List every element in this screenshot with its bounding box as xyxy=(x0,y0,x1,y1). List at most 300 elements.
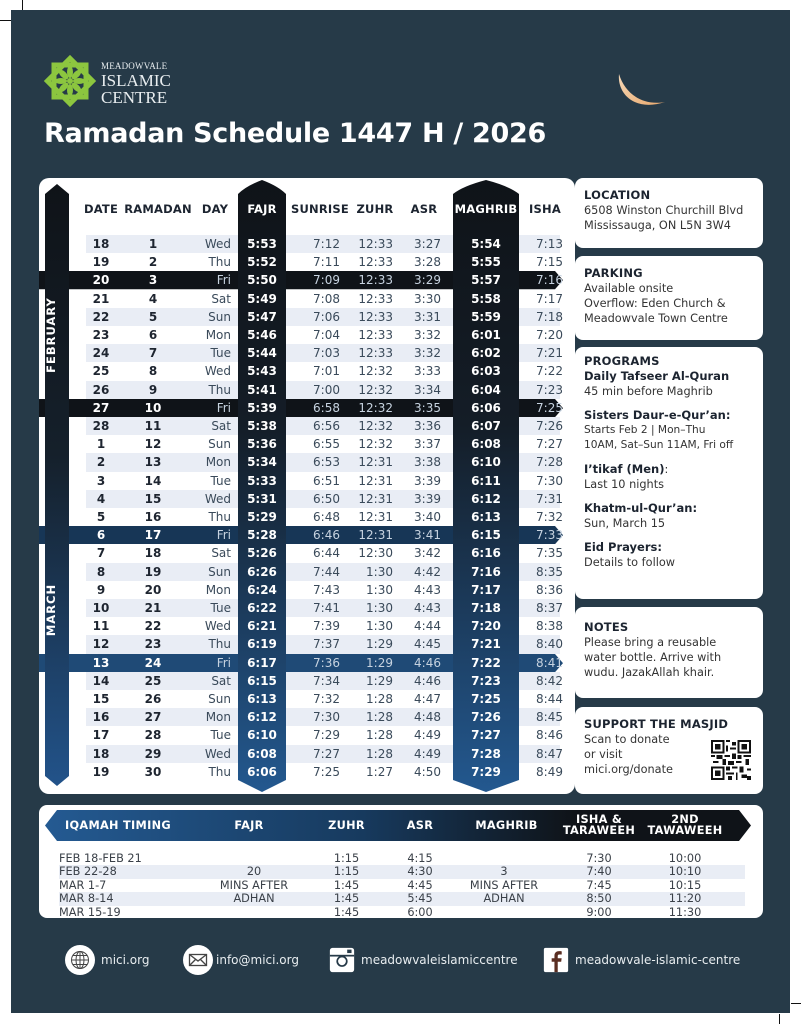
cell-day: Sat xyxy=(211,673,231,688)
support-card xyxy=(575,707,763,794)
cell-sunrise: 7:06 xyxy=(313,309,340,324)
table-row-friday xyxy=(39,526,575,544)
table-row xyxy=(39,708,575,726)
table-row xyxy=(39,581,575,599)
cell-sunrise: 7:43 xyxy=(313,582,340,597)
program-name: I’tikaf (Men) xyxy=(584,462,665,476)
cell-day: Wed xyxy=(204,491,231,506)
logo-wordmark xyxy=(101,62,171,106)
parking-line2: Overflow: Eden Church & xyxy=(584,297,726,310)
table-row xyxy=(39,599,575,617)
cell-ramadan: 14 xyxy=(144,473,162,488)
cell-sunrise: 7:30 xyxy=(313,710,340,725)
maghrib-iqamah-note: MINS AFTER xyxy=(469,878,539,892)
cell-fajr: 5:36 xyxy=(247,437,277,452)
cell-sunrise: 7:36 xyxy=(313,655,340,670)
crop-mark xyxy=(22,0,23,10)
cell-day: Wed xyxy=(204,619,231,634)
program-item xyxy=(584,369,754,399)
cell-ramadan: 3 xyxy=(148,273,158,288)
iqamah-cell-zuhr: 1:15 xyxy=(333,851,360,865)
iqamah-cell-isha: 9:00 xyxy=(586,905,612,918)
program-name-suffix: : xyxy=(664,463,669,476)
cell-isha: 7:16 xyxy=(536,273,563,288)
cell-zuhr: 12:33 xyxy=(358,273,393,288)
table-row xyxy=(39,635,575,653)
cell-asr: 3:33 xyxy=(414,364,441,379)
cell-maghrib: 6:01 xyxy=(471,328,501,342)
table-row xyxy=(39,617,575,635)
cell-zuhr: 1:28 xyxy=(366,728,393,743)
footer-website[interactable] xyxy=(65,940,149,980)
cell-sunrise: 7:08 xyxy=(313,291,340,306)
cell-sunrise: 7:03 xyxy=(313,346,340,361)
cell-sunrise: 6:46 xyxy=(313,528,340,543)
cell-fajr: 5:28 xyxy=(247,528,277,543)
cell-date: 23 xyxy=(92,328,110,342)
cell-day: Sat xyxy=(211,291,231,306)
cell-isha: 8:35 xyxy=(536,564,563,579)
iqamah-cell-isha: 7:30 xyxy=(586,851,612,865)
cell-isha: 7:33 xyxy=(536,528,563,543)
cell-asr: 3:28 xyxy=(414,255,441,270)
table-row xyxy=(39,435,575,453)
table-row xyxy=(39,381,575,399)
cell-day: Sat xyxy=(211,419,231,433)
cell-asr: 4:49 xyxy=(414,746,441,761)
cell-fajr: 6:12 xyxy=(247,710,277,725)
cell-day: Mon xyxy=(205,328,231,342)
program-detail: Starts Feb 2 | Mon–Thu xyxy=(584,424,706,436)
iqamah-header-second-line2: TAWAWEEH xyxy=(647,824,723,837)
crescent-moon-icon xyxy=(615,72,675,116)
program-detail: Last 10 nights xyxy=(584,478,665,491)
cell-day: Sun xyxy=(208,437,231,452)
cell-asr: 3:39 xyxy=(414,491,441,506)
cell-asr: 3:32 xyxy=(414,346,441,361)
table-row xyxy=(39,453,575,471)
cell-ramadan: 19 xyxy=(144,564,162,579)
iqamah-row xyxy=(59,865,745,879)
cell-date: 2 xyxy=(96,455,106,470)
cell-date: 28 xyxy=(92,419,110,433)
cell-maghrib: 7:26 xyxy=(471,710,501,725)
header-isha: ISHA xyxy=(529,202,561,216)
iqamah-timing-table xyxy=(39,805,763,918)
cell-date: 19 xyxy=(92,255,110,270)
fajr-iqamah-note: ADHAN xyxy=(233,892,275,905)
cell-date: 1 xyxy=(96,437,106,452)
cell-day: Sun xyxy=(208,309,231,324)
donate-link[interactable]: mici.org/donate xyxy=(584,763,673,776)
cell-isha: 8:37 xyxy=(536,601,563,615)
table-row xyxy=(39,472,575,490)
iqamah-cell-range: MAR 15-19 xyxy=(59,905,121,918)
cell-fajr: 5:33 xyxy=(247,473,277,488)
iqamah-cell-asr: 4:30 xyxy=(407,865,433,878)
cell-date: 18 xyxy=(92,237,110,251)
table-row xyxy=(39,344,575,362)
cell-isha: 7:28 xyxy=(536,455,563,470)
cell-asr: 3:41 xyxy=(414,528,441,543)
cell-maghrib: 7:22 xyxy=(471,655,501,670)
cell-sunrise: 6:56 xyxy=(313,419,340,433)
month-label-february: FEBRUARY xyxy=(44,297,58,373)
month-label-march: MARCH xyxy=(44,583,58,637)
facebook-handle[interactable]: meadowvale-islamic-centre xyxy=(575,953,741,967)
footer-email[interactable] xyxy=(183,940,299,980)
cell-day: Thu xyxy=(208,382,231,397)
parking-line1: Available onsite xyxy=(584,282,674,295)
program-item xyxy=(584,540,754,570)
cell-date: 4 xyxy=(96,491,106,506)
cell-maghrib: 7:29 xyxy=(471,764,501,779)
iqamah-cell-zuhr: 1:45 xyxy=(333,878,360,892)
iqamah-header-isha-line1: ISHA & xyxy=(575,813,623,826)
cell-maghrib: 7:20 xyxy=(471,619,501,634)
iqamah-header-second-line1: 2ND xyxy=(671,813,699,826)
iqamah-cell-isha: 8:50 xyxy=(586,892,612,905)
cell-ramadan: 22 xyxy=(144,619,162,634)
table-row xyxy=(39,745,575,763)
iqamah-cell-zuhr: 1:45 xyxy=(333,892,360,905)
program-name: Daily Tafseer Al-Quran xyxy=(584,369,730,383)
cell-maghrib: 6:07 xyxy=(471,419,501,433)
cell-sunrise: 7:29 xyxy=(313,728,340,743)
cell-day: Wed xyxy=(204,364,231,379)
iqamah-cell-second: 10:10 xyxy=(668,865,702,878)
cell-ramadan: 29 xyxy=(144,746,162,761)
cell-maghrib: 6:15 xyxy=(471,528,501,543)
crop-mark xyxy=(791,1003,801,1004)
cell-maghrib: 6:16 xyxy=(471,546,501,561)
iqamah-cell-second: 10:15 xyxy=(668,878,702,892)
cell-asr: 3:40 xyxy=(414,510,441,524)
cell-fajr: 5:41 xyxy=(247,382,277,397)
programs-title: PROGRAMS xyxy=(584,354,660,368)
cell-isha: 8:49 xyxy=(536,764,563,779)
cell-zuhr: 12:32 xyxy=(358,437,393,452)
notes-line3: wudu. JazakAllah khair. xyxy=(584,666,715,679)
cell-zuhr: 1:29 xyxy=(366,637,393,652)
table-row-friday xyxy=(39,654,575,672)
table-row xyxy=(39,308,575,326)
cell-maghrib: 5:57 xyxy=(471,273,501,288)
cell-asr: 3:39 xyxy=(414,473,441,488)
header-day: DAY xyxy=(201,202,229,216)
cell-asr: 3:34 xyxy=(414,382,441,397)
cell-zuhr: 1:30 xyxy=(366,582,393,597)
cell-isha: 7:20 xyxy=(536,328,563,342)
cell-zuhr: 12:32 xyxy=(358,419,393,433)
cell-sunrise: 6:51 xyxy=(313,473,340,488)
cell-day: Tue xyxy=(210,473,231,488)
iqamah-header-fajr: FAJR xyxy=(234,819,264,832)
iqamah-cell-second: 11:30 xyxy=(668,905,702,918)
cell-ramadan: 26 xyxy=(144,692,162,706)
cell-isha: 7:35 xyxy=(536,546,563,561)
cell-fajr: 5:43 xyxy=(247,364,277,379)
location-card xyxy=(575,178,763,248)
cell-day: Thu xyxy=(208,510,231,524)
cell-asr: 4:43 xyxy=(414,601,441,615)
cell-isha: 8:42 xyxy=(536,673,563,688)
cell-isha: 7:30 xyxy=(536,473,563,488)
logo-line-2: ISLAMIC xyxy=(101,71,171,90)
cell-isha: 7:18 xyxy=(536,309,563,324)
iqamah-cell-zuhr: 1:15 xyxy=(333,865,360,878)
website-link[interactable]: mici.org xyxy=(101,953,150,967)
cell-isha: 7:26 xyxy=(536,419,563,433)
table-row xyxy=(39,253,575,271)
table-row xyxy=(39,544,575,562)
crop-mark xyxy=(779,1014,780,1024)
cell-maghrib: 6:12 xyxy=(471,491,501,506)
support-title: SUPPORT THE MASJID xyxy=(584,717,729,731)
cell-day: Mon xyxy=(205,455,231,470)
cell-sunrise: 6:58 xyxy=(313,400,340,415)
cell-ramadan: 23 xyxy=(144,637,162,652)
instagram-icon xyxy=(329,947,355,973)
cell-zuhr: 12:33 xyxy=(358,346,393,361)
cell-isha: 8:38 xyxy=(536,619,563,634)
cell-asr: 3:38 xyxy=(414,455,441,470)
cell-ramadan: 27 xyxy=(144,710,162,725)
cell-maghrib: 6:02 xyxy=(471,346,501,361)
table-row xyxy=(39,490,575,508)
cell-fajr: 6:17 xyxy=(247,655,277,670)
cell-ramadan: 30 xyxy=(144,764,162,779)
cell-ramadan: 9 xyxy=(148,382,158,397)
cell-date: 6 xyxy=(96,528,106,543)
cell-maghrib: 6:10 xyxy=(471,455,501,470)
cell-maghrib: 5:54 xyxy=(471,237,501,251)
cell-isha: 7:25 xyxy=(536,400,563,415)
cell-asr: 3:29 xyxy=(414,273,441,288)
cell-asr: 4:48 xyxy=(414,710,441,725)
cell-maghrib: 6:13 xyxy=(471,510,501,524)
cell-maghrib: 7:27 xyxy=(471,728,501,743)
cell-date: 14 xyxy=(92,673,110,688)
cell-ramadan: 12 xyxy=(144,437,162,452)
cell-fajr: 5:50 xyxy=(247,273,277,288)
iqamah-cell-second: 10:00 xyxy=(668,851,702,865)
cell-fajr: 5:34 xyxy=(247,455,277,470)
cell-sunrise: 6:53 xyxy=(313,455,340,470)
iqamah-cell-asr: 6:00 xyxy=(407,905,433,918)
iqamah-cell-range: MAR 8-14 xyxy=(59,892,114,905)
cell-asr: 4:42 xyxy=(414,564,441,579)
cell-maghrib: 6:08 xyxy=(471,437,501,452)
notes-line1: Please bring a reusable xyxy=(584,636,717,649)
cell-zuhr: 12:33 xyxy=(358,309,393,324)
cell-date: 19 xyxy=(92,764,110,779)
cell-zuhr: 12:31 xyxy=(358,528,393,543)
header-sunrise: SUNRISE xyxy=(291,202,349,216)
cell-day: Wed xyxy=(204,746,231,761)
cell-asr: 4:45 xyxy=(414,637,441,652)
cell-maghrib: 7:17 xyxy=(471,582,501,597)
cell-day: Thu xyxy=(208,764,231,779)
notes-title: NOTES xyxy=(584,620,629,634)
cell-asr: 4:46 xyxy=(414,655,441,670)
table-row xyxy=(39,326,575,344)
cell-fajr: 6:19 xyxy=(247,637,277,652)
cell-day: Sun xyxy=(208,692,231,706)
cell-isha: 7:13 xyxy=(536,237,563,251)
program-item xyxy=(584,501,754,531)
org-logo xyxy=(43,60,183,107)
cell-date: 21 xyxy=(92,291,110,306)
cell-zuhr: 1:29 xyxy=(366,673,393,688)
cell-zuhr: 12:33 xyxy=(358,328,393,342)
maghrib-iqamah-note: 3 xyxy=(500,865,508,878)
location-title: LOCATION xyxy=(584,188,651,202)
iqamah-cell-range: FEB 22-28 xyxy=(59,865,117,878)
cell-ramadan: 18 xyxy=(144,546,162,561)
cell-sunrise: 6:44 xyxy=(313,546,340,561)
cell-date: 27 xyxy=(92,400,110,415)
cell-day: Mon xyxy=(205,582,231,597)
cell-ramadan: 10 xyxy=(144,400,162,415)
instagram-handle[interactable]: meadowvaleislamiccentre xyxy=(361,953,518,967)
cell-sunrise: 7:37 xyxy=(313,637,340,652)
iqamah-cell-range: FEB 18-FEB 21 xyxy=(59,851,142,865)
cell-fajr: 5:44 xyxy=(247,346,277,361)
location-address-line1: 6508 Winston Churchill Blvd xyxy=(584,204,744,217)
program-detail: Details to follow xyxy=(584,556,676,569)
cell-day: Thu xyxy=(208,255,231,270)
cell-day: Fri xyxy=(216,655,231,670)
cell-day: Thu xyxy=(208,637,231,652)
cell-sunrise: 7:11 xyxy=(313,255,340,270)
cell-asr: 3:32 xyxy=(414,328,441,342)
iqamah-cell-isha: 7:45 xyxy=(586,878,612,892)
cell-fajr: 5:39 xyxy=(247,400,277,415)
table-row-friday xyxy=(39,399,575,417)
cell-asr: 4:50 xyxy=(414,764,441,779)
cell-fajr: 5:26 xyxy=(247,546,277,561)
cell-fajr: 6:13 xyxy=(247,692,277,706)
cell-sunrise: 7:01 xyxy=(313,364,340,379)
cell-date: 25 xyxy=(92,364,110,379)
support-line1: Scan to donate xyxy=(584,733,670,746)
cell-isha: 7:22 xyxy=(536,364,563,379)
cell-zuhr: 1:30 xyxy=(366,564,393,579)
program-detail: 45 min before Maghrib xyxy=(584,385,713,398)
cell-sunrise: 7:41 xyxy=(313,601,340,615)
cell-date: 11 xyxy=(92,619,110,634)
cell-sunrise: 7:32 xyxy=(313,692,340,706)
fajr-iqamah-note: MINS AFTER xyxy=(219,878,289,892)
cell-zuhr: 1:30 xyxy=(366,619,393,634)
cell-sunrise: 7:27 xyxy=(313,746,340,761)
cell-asr: 3:42 xyxy=(414,546,441,561)
iqamah-cell-asr: 4:45 xyxy=(407,878,433,892)
cell-maghrib: 6:06 xyxy=(471,400,501,415)
cell-isha: 8:47 xyxy=(536,746,563,761)
table-row xyxy=(39,508,575,526)
cell-ramadan: 20 xyxy=(144,582,162,597)
cell-fajr: 5:47 xyxy=(247,309,277,324)
cell-isha: 8:41 xyxy=(536,655,563,670)
cell-date: 10 xyxy=(92,601,110,615)
cell-ramadan: 1 xyxy=(148,237,158,251)
cell-ramadan: 2 xyxy=(148,255,158,270)
cell-day: Tue xyxy=(210,601,231,615)
fajr-iqamah-note: 20 xyxy=(246,865,262,878)
cell-ramadan: 25 xyxy=(144,673,162,688)
cell-asr: 4:46 xyxy=(414,673,441,688)
cell-isha: 7:32 xyxy=(536,510,563,524)
program-detail: Sun, March 15 xyxy=(584,517,666,530)
cell-ramadan: 28 xyxy=(144,728,162,743)
header-zuhr: ZUHR xyxy=(356,202,394,216)
cell-zuhr: 12:32 xyxy=(358,382,393,397)
cell-isha: 8:36 xyxy=(536,582,563,597)
iqamah-cell-zuhr: 1:45 xyxy=(333,905,360,918)
cell-ramadan: 17 xyxy=(144,528,162,543)
cell-sunrise: 7:00 xyxy=(313,382,340,397)
cell-maghrib: 6:04 xyxy=(471,382,501,397)
cell-zuhr: 1:29 xyxy=(366,655,393,670)
cell-date: 16 xyxy=(92,710,110,725)
cell-day: Fri xyxy=(216,273,231,288)
cell-maghrib: 5:55 xyxy=(471,255,501,270)
donate-qr-code[interactable] xyxy=(711,740,751,780)
cell-maghrib: 5:58 xyxy=(471,291,501,306)
email-link[interactable]: info@mici.org xyxy=(216,953,299,967)
cell-fajr: 5:38 xyxy=(247,419,277,433)
cell-fajr: 6:22 xyxy=(247,601,277,615)
cell-asr: 3:31 xyxy=(414,309,441,324)
cell-zuhr: 1:27 xyxy=(366,764,393,779)
header-date: DATE xyxy=(83,202,119,216)
table-row xyxy=(39,417,575,435)
cell-zuhr: 12:33 xyxy=(358,255,393,270)
cell-isha: 7:23 xyxy=(536,382,563,397)
cell-asr: 3:37 xyxy=(414,437,441,452)
cell-isha: 7:21 xyxy=(536,346,563,361)
footer-instagram[interactable] xyxy=(329,940,518,980)
program-name-row xyxy=(584,462,754,477)
cell-ramadan: 13 xyxy=(144,455,162,470)
iqamah-header-label: IQAMAH TIMING xyxy=(65,819,171,832)
cell-date: 5 xyxy=(96,510,106,524)
table-row xyxy=(39,290,575,308)
cell-sunrise: 6:55 xyxy=(313,437,340,452)
table-row xyxy=(39,763,575,781)
cell-asr: 4:44 xyxy=(414,619,441,634)
footer-facebook[interactable] xyxy=(543,940,740,980)
header-fajr: FAJR xyxy=(247,202,277,216)
maghrib-iqamah-note: ADHAN xyxy=(483,892,525,905)
cell-zuhr: 12:33 xyxy=(358,237,393,251)
cell-date: 15 xyxy=(92,692,110,706)
cell-date: 18 xyxy=(92,746,110,761)
cell-fajr: 6:15 xyxy=(247,673,277,688)
cell-zuhr: 12:31 xyxy=(358,455,393,470)
cell-zuhr: 12:31 xyxy=(358,491,393,506)
cell-fajr: 6:24 xyxy=(247,582,277,597)
notes-card xyxy=(575,607,763,698)
program-name: Sisters Daur-e-Qur’an: xyxy=(584,408,731,422)
crop-mark xyxy=(0,20,11,21)
cell-fajr: 6:08 xyxy=(247,746,277,761)
cell-maghrib: 7:16 xyxy=(471,564,501,579)
cell-maghrib: 5:59 xyxy=(471,309,501,324)
logo-line-1: MEADOWVALE xyxy=(101,61,168,71)
